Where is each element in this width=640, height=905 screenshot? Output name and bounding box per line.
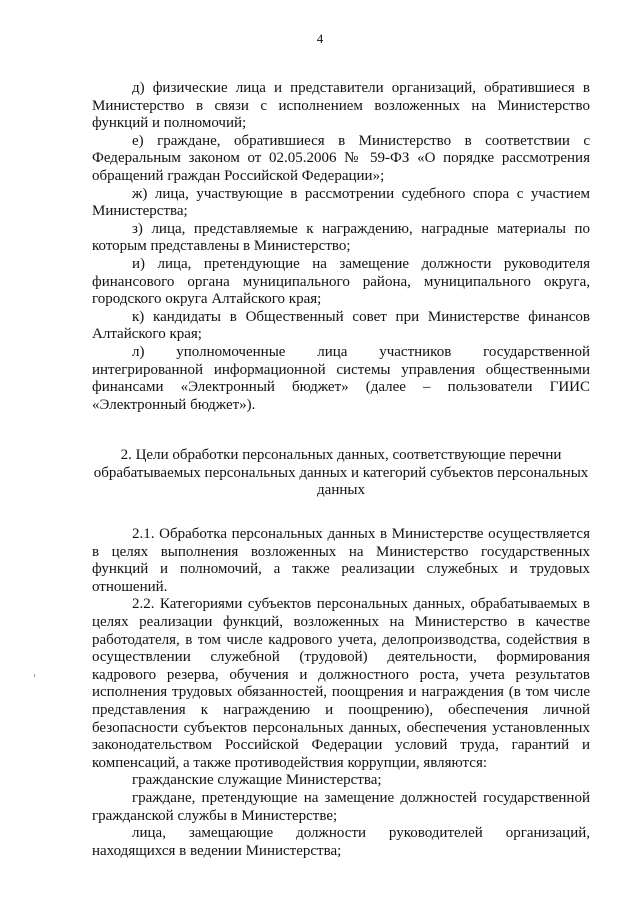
section-paragraph-2-2: 2.2. Категориями субъектов персональных данных, обрабатываемых в целях реализации функций, возложенных на Министерство в качестве работодателя, в том числе кадрового учета, делопроизводства, содействия в осуществлении служебной (трудовой) деятельности, формирования кадрового резерва, обучения и должностного роста, учета результатов исполнения трудовых обязанностей, поощрения и награждения (в том числе представления к награждению и поощрению), обеспечения личной безопасности субъектов персональных данных, обеспечения установленных законодательством Российской Федерации условий труда, гарантий и компенсаций, а также противодействия коррупции, являются: xyxy=(92,596,590,771)
page-number: 4 xyxy=(316,31,324,46)
list-item-i: и) лица, претендующие на замещение должности руководителя финансового органа муниципального района, муниципального округа, городского округа Алтайского края; xyxy=(92,255,590,308)
scan-margin-mark xyxy=(34,674,35,677)
list-item-e: е) граждане, обратившиеся в Министерство в соответствии с Федеральным законом от 02.05.2006 № 59-ФЗ «О порядке рассмотрения обращений граждан Российской Федерации»; xyxy=(92,132,590,184)
category-item-civil-servants: гражданские служащие Министерства; xyxy=(132,772,382,789)
section-heading: 2. Цели обработки персональных данных, соответствующие перечни обрабатываемых персональных данных и категорий субъектов персональных данных xyxy=(93,447,589,499)
category-item-organization-heads: лица, замещающие должности руководителей организаций, находящихся в ведении Министерства; xyxy=(92,825,590,859)
page-body xyxy=(92,80,590,860)
list-item-d: д) физические лица и представители организаций, обратившиеся в Министерство в связи с исполнением возложенных на Министерство функций и полномочий; xyxy=(92,80,590,132)
section-paragraph-2-1: 2.1. Обработка персональных данных в Министерстве осуществляется в целях выполнения возложенных на Министерство государственных функций и полномочий, а также реализации служебных и трудовых отношений. xyxy=(92,526,590,595)
list-item-l: л) уполномоченные лица участников государственной интегрированной информационной системы управления общественными финансами «Электронный бюджет» (далее – пользователи ГИИС «Электронный бюджет»). xyxy=(92,343,590,413)
list-item-k: к) кандидаты в Общественный совет при Министерстве финансов Алтайского края; xyxy=(92,308,590,343)
list-item-zh: ж) лица, участвующие в рассмотрении судебного спора с участием Министерства; xyxy=(92,185,590,220)
category-item-candidates: граждане, претендующие на замещение должностей государственной гражданской службы в Министерстве; xyxy=(92,789,590,824)
list-item-z: з) лица, представляемые к награждению, наградные материалы по которым представлены в Министерство; xyxy=(92,220,590,255)
